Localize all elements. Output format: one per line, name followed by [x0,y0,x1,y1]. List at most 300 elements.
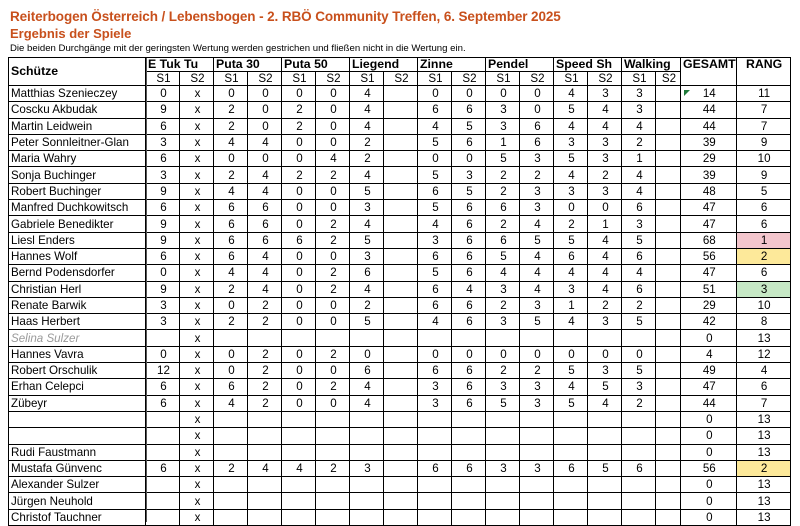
score-cell[interactable]: 5 [486,395,520,411]
score-cell[interactable]: 2 [520,167,554,183]
score-cell[interactable]: 0 [316,297,350,313]
score-cell[interactable]: 3 [486,460,520,476]
score-cell[interactable] [146,330,180,346]
score-cell[interactable]: 4 [316,151,350,167]
score-cell[interactable] [656,167,681,183]
score-cell[interactable]: 5 [486,248,520,264]
score-cell[interactable]: 4 [520,248,554,264]
shooter-name-cell[interactable] [9,411,146,427]
shooter-name-cell[interactable]: Martin Leidwein [9,118,146,134]
score-cell[interactable]: 2 [214,460,248,476]
score-cell[interactable] [282,444,316,460]
score-cell[interactable]: 0 [588,346,622,362]
shooter-name-cell[interactable]: Selina Sulzer [9,330,146,346]
score-cell[interactable] [384,379,418,395]
score-cell[interactable] [656,232,681,248]
total-cell[interactable]: 42 [681,314,737,330]
score-cell[interactable]: 0 [214,86,248,102]
score-cell[interactable] [486,493,520,509]
score-cell[interactable] [248,477,282,493]
score-cell[interactable] [146,428,180,444]
table-row[interactable] [9,151,791,167]
rank-cell[interactable]: 13 [736,330,790,346]
score-cell[interactable]: 6 [520,118,554,134]
total-cell[interactable]: 0 [681,428,737,444]
score-cell[interactable]: 9 [146,216,180,232]
score-cell[interactable]: 5 [588,460,622,476]
rank-cell[interactable]: 6 [736,379,790,395]
score-cell[interactable] [146,493,180,509]
score-cell[interactable] [384,330,418,346]
score-cell[interactable]: 0 [282,346,316,362]
shooter-name-cell[interactable]: Gabriele Benedikter [9,216,146,232]
score-cell[interactable]: 2 [316,167,350,183]
score-cell[interactable]: 6 [350,363,384,379]
score-cell[interactable]: 2 [214,118,248,134]
score-cell[interactable]: 6 [452,216,486,232]
score-cell[interactable]: 5 [622,363,656,379]
score-cell[interactable]: 6 [486,200,520,216]
score-cell[interactable]: x [180,509,214,525]
rank-cell[interactable]: 13 [736,477,790,493]
score-cell[interactable]: x [180,86,214,102]
score-cell[interactable] [384,281,418,297]
score-cell[interactable]: 4 [520,265,554,281]
score-cell[interactable]: 5 [350,183,384,199]
shooter-name-cell[interactable]: Robert Orschulik [9,363,146,379]
score-cell[interactable]: 4 [214,183,248,199]
score-cell[interactable] [282,509,316,525]
score-cell[interactable]: 4 [418,118,452,134]
score-cell[interactable] [486,477,520,493]
rank-cell[interactable]: 7 [736,102,790,118]
score-cell[interactable]: 2 [554,216,588,232]
total-cell[interactable]: 47 [681,379,737,395]
score-cell[interactable]: 4 [520,216,554,232]
score-cell[interactable]: 4 [622,167,656,183]
score-cell[interactable] [384,477,418,493]
score-cell[interactable] [418,493,452,509]
score-cell[interactable]: 2 [214,167,248,183]
score-cell[interactable]: 0 [418,346,452,362]
score-cell[interactable]: 2 [622,395,656,411]
score-cell[interactable]: x [180,395,214,411]
score-cell[interactable]: 6 [248,232,282,248]
score-cell[interactable] [656,86,681,102]
total-cell[interactable]: 14 [681,86,737,102]
score-cell[interactable]: 3 [520,379,554,395]
score-cell[interactable] [384,167,418,183]
table-row[interactable] [9,395,791,411]
score-cell[interactable]: 4 [588,395,622,411]
score-cell[interactable]: 2 [248,363,282,379]
rank-cell[interactable]: 4 [736,363,790,379]
score-cell[interactable] [384,216,418,232]
score-cell[interactable] [384,411,418,427]
score-cell[interactable] [656,118,681,134]
score-cell[interactable]: 6 [452,102,486,118]
score-cell[interactable]: 0 [316,200,350,216]
score-cell[interactable] [384,509,418,525]
score-cell[interactable]: 2 [316,216,350,232]
score-cell[interactable]: 12 [146,363,180,379]
score-cell[interactable]: x [180,102,214,118]
score-cell[interactable]: 0 [520,346,554,362]
shooter-name-cell[interactable]: Bernd Podensdorfer [9,265,146,281]
rank-cell[interactable]: 13 [736,411,790,427]
score-cell[interactable]: 6 [554,460,588,476]
rank-cell[interactable]: 6 [736,200,790,216]
score-cell[interactable] [656,314,681,330]
score-cell[interactable] [588,509,622,525]
score-cell[interactable]: 2 [588,167,622,183]
score-cell[interactable]: 4 [588,248,622,264]
rank-cell[interactable]: 6 [736,265,790,281]
score-cell[interactable] [316,330,350,346]
table-row[interactable] [9,509,791,525]
score-cell[interactable] [214,428,248,444]
total-cell[interactable]: 44 [681,118,737,134]
total-cell[interactable]: 44 [681,395,737,411]
table-row[interactable] [9,216,791,232]
total-cell[interactable]: 56 [681,460,737,476]
score-cell[interactable]: 3 [146,134,180,150]
score-cell[interactable] [214,493,248,509]
score-cell[interactable] [656,281,681,297]
score-cell[interactable] [656,102,681,118]
score-cell[interactable] [384,232,418,248]
score-cell[interactable]: 6 [418,363,452,379]
score-cell[interactable]: 4 [554,379,588,395]
score-cell[interactable] [418,477,452,493]
score-cell[interactable]: 4 [214,265,248,281]
score-cell[interactable]: 3 [588,151,622,167]
score-cell[interactable] [656,363,681,379]
table-row[interactable] [9,232,791,248]
score-cell[interactable] [248,330,282,346]
shooter-name-cell[interactable]: Renate Barwik [9,297,146,313]
score-cell[interactable]: 5 [520,314,554,330]
score-cell[interactable] [622,509,656,525]
score-cell[interactable]: 0 [452,346,486,362]
score-cell[interactable]: 3 [350,248,384,264]
score-cell[interactable]: 0 [622,346,656,362]
score-cell[interactable]: 3 [520,151,554,167]
score-cell[interactable]: 0 [146,265,180,281]
score-cell[interactable]: 3 [146,167,180,183]
score-cell[interactable] [554,411,588,427]
score-cell[interactable]: 0 [554,346,588,362]
score-cell[interactable]: 1 [486,134,520,150]
score-cell[interactable]: x [180,134,214,150]
score-cell[interactable]: 0 [520,102,554,118]
table-row[interactable] [9,411,791,427]
score-cell[interactable]: 3 [486,118,520,134]
score-cell[interactable]: 0 [282,314,316,330]
score-cell[interactable] [384,493,418,509]
score-cell[interactable] [316,509,350,525]
score-cell[interactable]: 4 [418,216,452,232]
score-cell[interactable]: 0 [520,86,554,102]
score-cell[interactable]: 6 [622,248,656,264]
score-cell[interactable]: 4 [520,281,554,297]
score-cell[interactable] [656,297,681,313]
score-cell[interactable]: x [180,346,214,362]
score-cell[interactable] [656,493,681,509]
score-cell[interactable] [282,330,316,346]
score-cell[interactable] [554,428,588,444]
score-cell[interactable]: 2 [248,314,282,330]
score-cell[interactable]: 3 [486,281,520,297]
score-cell[interactable]: 0 [282,151,316,167]
score-cell[interactable]: x [180,444,214,460]
score-cell[interactable] [520,330,554,346]
score-cell[interactable]: 6 [350,265,384,281]
shooter-name-cell[interactable]: Zübeyr [9,395,146,411]
table-row[interactable] [9,428,791,444]
table-row[interactable] [9,444,791,460]
rank-cell[interactable]: 2 [736,460,790,476]
score-cell[interactable]: 0 [282,200,316,216]
shooter-name-cell[interactable]: Liesl Enders [9,232,146,248]
score-cell[interactable]: 6 [452,232,486,248]
total-cell[interactable]: 51 [681,281,737,297]
score-cell[interactable]: 0 [316,134,350,150]
score-cell[interactable]: 3 [520,297,554,313]
total-cell[interactable]: 39 [681,134,737,150]
score-cell[interactable]: 4 [554,118,588,134]
score-cell[interactable]: 0 [282,86,316,102]
score-cell[interactable] [554,444,588,460]
score-cell[interactable]: 2 [214,102,248,118]
score-cell[interactable]: x [180,118,214,134]
score-cell[interactable]: 0 [418,151,452,167]
score-cell[interactable] [384,200,418,216]
score-cell[interactable]: 3 [520,200,554,216]
score-cell[interactable]: 4 [350,118,384,134]
score-cell[interactable]: 3 [554,183,588,199]
score-cell[interactable]: 0 [282,379,316,395]
score-cell[interactable]: 5 [622,232,656,248]
score-cell[interactable] [418,444,452,460]
score-cell[interactable] [350,411,384,427]
score-cell[interactable] [146,509,180,525]
rank-cell[interactable]: 13 [736,444,790,460]
score-cell[interactable]: 2 [486,363,520,379]
score-cell[interactable]: 3 [622,86,656,102]
score-cell[interactable] [350,477,384,493]
score-cell[interactable]: 4 [554,314,588,330]
score-cell[interactable]: 2 [486,297,520,313]
score-cell[interactable] [384,460,418,476]
score-cell[interactable]: 0 [282,297,316,313]
table-row[interactable] [9,134,791,150]
score-cell[interactable]: 2 [622,297,656,313]
score-cell[interactable] [656,183,681,199]
score-cell[interactable] [316,411,350,427]
score-cell[interactable] [486,509,520,525]
score-cell[interactable]: 2 [486,216,520,232]
score-cell[interactable]: 9 [146,183,180,199]
score-cell[interactable]: 3 [418,232,452,248]
score-cell[interactable]: 0 [214,151,248,167]
score-cell[interactable]: 4 [350,395,384,411]
score-cell[interactable] [350,493,384,509]
total-cell[interactable]: 47 [681,200,737,216]
total-cell[interactable]: 0 [681,330,737,346]
score-cell[interactable] [656,248,681,264]
score-cell[interactable]: 4 [588,281,622,297]
score-cell[interactable]: 4 [418,314,452,330]
score-cell[interactable]: 6 [214,216,248,232]
total-cell[interactable]: 0 [681,411,737,427]
shooter-name-cell[interactable]: Christof Tauchner [9,509,146,525]
total-cell[interactable]: 44 [681,102,737,118]
score-cell[interactable]: 2 [316,346,350,362]
score-cell[interactable]: 3 [486,314,520,330]
score-cell[interactable]: 6 [146,460,180,476]
shooter-name-cell[interactable]: Alexander Sulzer [9,477,146,493]
score-cell[interactable]: 2 [214,281,248,297]
score-cell[interactable]: 0 [282,363,316,379]
score-cell[interactable] [554,493,588,509]
score-cell[interactable]: 4 [248,281,282,297]
score-cell[interactable]: x [180,167,214,183]
score-cell[interactable] [656,460,681,476]
score-cell[interactable]: 4 [214,395,248,411]
score-cell[interactable]: 0 [146,86,180,102]
score-cell[interactable] [316,493,350,509]
score-cell[interactable] [452,428,486,444]
table-row[interactable] [9,102,791,118]
score-cell[interactable]: 2 [520,363,554,379]
score-cell[interactable]: 2 [248,297,282,313]
rank-cell[interactable]: 2 [736,248,790,264]
score-cell[interactable]: 3 [520,460,554,476]
score-cell[interactable]: 0 [316,395,350,411]
score-cell[interactable]: x [180,428,214,444]
table-row[interactable] [9,200,791,216]
rank-cell[interactable]: 13 [736,509,790,525]
table-row[interactable] [9,297,791,313]
score-cell[interactable] [452,411,486,427]
score-cell[interactable] [248,411,282,427]
score-cell[interactable]: 5 [452,118,486,134]
score-cell[interactable] [656,216,681,232]
score-cell[interactable] [452,477,486,493]
score-cell[interactable]: x [180,460,214,476]
score-cell[interactable]: 4 [282,460,316,476]
rank-cell[interactable]: 11 [736,86,790,102]
score-cell[interactable]: 0 [214,346,248,362]
score-cell[interactable] [418,330,452,346]
table-row[interactable] [9,167,791,183]
score-cell[interactable]: 4 [588,265,622,281]
score-cell[interactable]: 6 [622,200,656,216]
rank-cell[interactable]: 12 [736,346,790,362]
score-cell[interactable]: 6 [452,460,486,476]
score-cell[interactable] [520,444,554,460]
score-cell[interactable]: 5 [418,134,452,150]
score-cell[interactable]: 2 [316,265,350,281]
score-cell[interactable]: 3 [350,460,384,476]
table-row[interactable] [9,265,791,281]
score-cell[interactable]: 2 [282,118,316,134]
rank-cell[interactable]: 7 [736,118,790,134]
score-cell[interactable]: 2 [350,297,384,313]
score-cell[interactable]: 3 [418,379,452,395]
score-cell[interactable]: 0 [316,314,350,330]
score-cell[interactable]: 4 [588,118,622,134]
score-cell[interactable] [248,509,282,525]
score-cell[interactable]: 5 [418,265,452,281]
rank-cell[interactable]: 3 [736,281,790,297]
total-cell[interactable]: 39 [681,167,737,183]
rank-cell[interactable]: 13 [736,493,790,509]
score-cell[interactable] [452,330,486,346]
score-cell[interactable]: 6 [146,248,180,264]
score-cell[interactable]: 3 [588,134,622,150]
score-cell[interactable]: 3 [520,183,554,199]
score-cell[interactable] [656,379,681,395]
score-cell[interactable]: 9 [146,281,180,297]
score-cell[interactable] [384,346,418,362]
score-cell[interactable] [282,493,316,509]
score-cell[interactable]: 5 [622,314,656,330]
score-cell[interactable] [248,444,282,460]
score-cell[interactable]: 6 [452,379,486,395]
score-cell[interactable]: 2 [350,134,384,150]
score-cell[interactable]: 0 [282,216,316,232]
score-cell[interactable]: 4 [248,134,282,150]
score-cell[interactable]: x [180,265,214,281]
score-cell[interactable]: 4 [588,232,622,248]
shooter-name-cell[interactable]: Jürgen Neuhold [9,493,146,509]
score-cell[interactable]: x [180,200,214,216]
score-cell[interactable]: 5 [418,167,452,183]
score-cell[interactable]: 0 [452,86,486,102]
score-cell[interactable]: 5 [554,151,588,167]
score-cell[interactable] [384,248,418,264]
score-cell[interactable]: 6 [520,134,554,150]
score-cell[interactable]: 4 [248,460,282,476]
shooter-name-cell[interactable]: Peter Sonnleitner-Glan [9,134,146,150]
score-cell[interactable]: 9 [146,102,180,118]
score-cell[interactable]: 6 [418,297,452,313]
score-cell[interactable]: 6 [452,363,486,379]
score-cell[interactable]: 0 [214,297,248,313]
score-cell[interactable]: 3 [486,102,520,118]
table-row[interactable] [9,281,791,297]
score-cell[interactable] [418,509,452,525]
score-cell[interactable] [350,509,384,525]
score-cell[interactable] [282,411,316,427]
score-cell[interactable]: 2 [316,460,350,476]
score-cell[interactable] [588,411,622,427]
score-cell[interactable] [486,428,520,444]
score-cell[interactable]: 6 [418,102,452,118]
score-cell[interactable]: 0 [486,346,520,362]
score-cell[interactable]: 0 [282,248,316,264]
shooter-name-cell[interactable]: Christian Herl [9,281,146,297]
total-cell[interactable]: 48 [681,183,737,199]
score-cell[interactable] [622,411,656,427]
score-cell[interactable] [656,330,681,346]
score-cell[interactable]: 0 [316,102,350,118]
score-cell[interactable]: 4 [248,167,282,183]
table-row[interactable] [9,86,791,102]
score-cell[interactable] [384,314,418,330]
